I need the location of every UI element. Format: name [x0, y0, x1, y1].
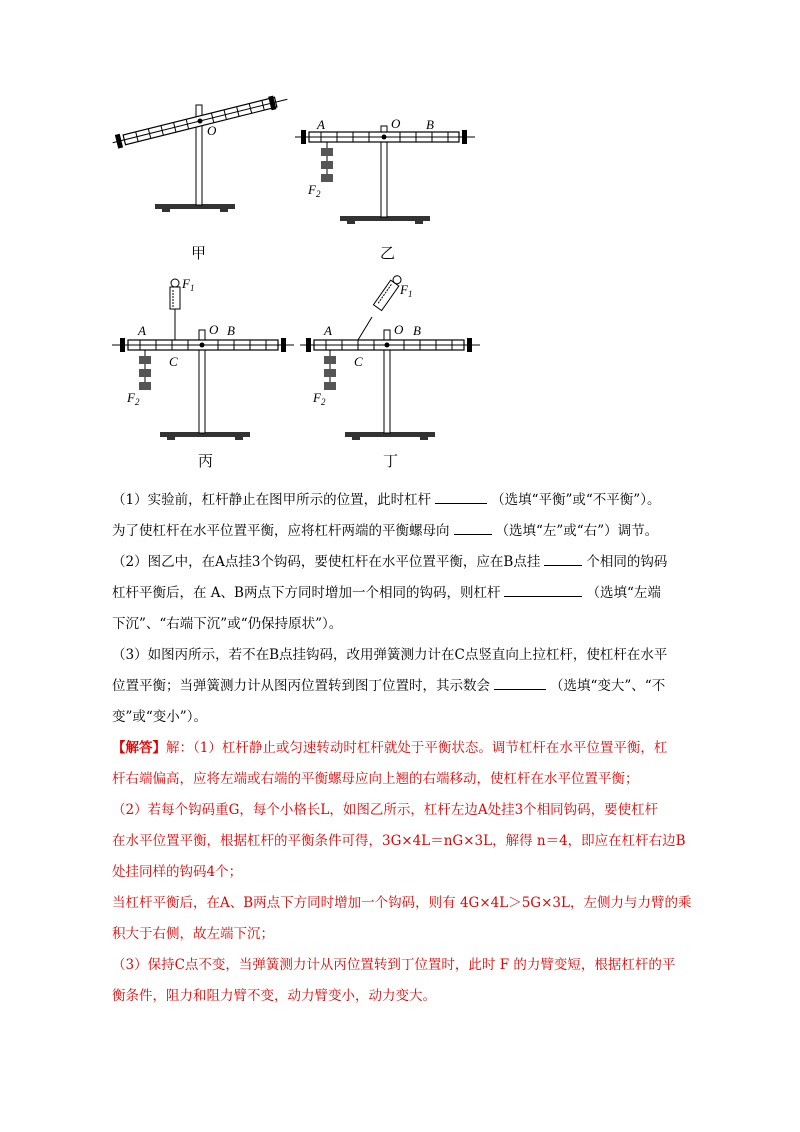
figure-bing	[110, 272, 300, 447]
answer-3-line-1	[112, 952, 712, 978]
answer-2-text-c: 处挂同样的钩码4个；	[112, 864, 243, 880]
caption-bing: 丙	[198, 452, 214, 470]
q1-blank-2[interactable]	[454, 520, 492, 535]
answer-2-line-3	[112, 859, 712, 885]
answer-1-line-2	[112, 766, 712, 792]
q1-text-c: 为了使杠杆在水平位置平衡，应将杠杆两端的平衡螺母向	[112, 523, 450, 539]
bing-b-label: B	[227, 323, 235, 338]
figure-jia	[110, 85, 290, 220]
caption-yi: 乙	[380, 244, 396, 262]
figure-ding-drawing	[300, 272, 490, 447]
answer-2-line-1	[112, 797, 712, 823]
answer-2-line-5	[112, 921, 712, 947]
q3-blank-1[interactable]	[494, 675, 546, 690]
q3-text-c: （选填“变大”、“不	[550, 678, 666, 694]
bing-c-label: C	[169, 354, 178, 369]
answer-1-line-1	[112, 735, 712, 761]
q3-text-b: 位置平衡；当弹簧测力计从图丙位置转到图丁位置时，其示数会	[112, 678, 490, 694]
question-1-line-1	[112, 487, 712, 513]
figure-jia-drawing	[110, 85, 290, 220]
q2-blank-2[interactable]	[504, 582, 582, 597]
q2-blank-1[interactable]	[544, 551, 582, 566]
question-2-line-3	[112, 611, 712, 637]
figure-yi-drawing	[295, 112, 480, 232]
answer-1-text-b: 杆右端偏高，应将左端或右端的平衡螺母应向上翘的右端移动，使杠杆在水平位置平衡；	[112, 771, 639, 787]
yi-o-label: O	[391, 116, 401, 131]
answer-2-text-d: 当杠杆平衡后，在A、B两点下方同时增加一个钩码，则有 4G×4L＞5G×3L，左侧力与力臂的乘	[112, 895, 692, 911]
caption-ding: 丁	[383, 452, 399, 470]
bing-a-label: A	[138, 323, 146, 338]
ding-a-label: A	[324, 323, 332, 338]
caption-jia: 甲	[191, 244, 207, 262]
yi-f2-label: F	[308, 182, 316, 197]
answer-tag: 【解答】	[112, 740, 166, 756]
bing-o-label: O	[209, 322, 219, 337]
answer-3-line-2	[112, 983, 712, 1009]
figure-ding	[300, 272, 490, 447]
answer-3-text-a: （3）保持C点不变，当弹簧测力计从丙位置转到丁位置时，此时 F 的力臂变短，根据杠杆的平	[112, 957, 676, 973]
answer-3-text-b: 衡条件，阻力和阻力臂不变，动力臂变小，动力变大。	[112, 988, 436, 1004]
answer-1-text-a: 解：（1）杠杆静止或匀速转动时杠杆就处于平衡状态。调节杠杆在水平位置平衡，杠	[166, 740, 668, 756]
ding-f2-sub: 2	[321, 397, 326, 407]
q3-text-d: 变”或“变小”）。	[112, 709, 207, 725]
yi-b-label: B	[426, 117, 434, 132]
q1-text-d: （选填“左”或“右”）调节。	[495, 523, 659, 539]
q3-text-a: （3）如图丙所示，若不在B点挂钩码，改用弹簧测力计在C点竖直向上拉杠杆，使杠杆在水平	[112, 647, 668, 663]
ding-f1-label: F	[400, 282, 408, 297]
answer-2-text-e: 积大于右侧，故左端下沉；	[112, 926, 274, 942]
answer-2-text-b: 在水平位置平衡，根据杠杆的平衡条件可得，3G×4L＝nG×3L，解得 n＝4，即应在杠杆右边B	[112, 833, 686, 849]
answer-2-line-4	[112, 890, 712, 916]
answer-2-line-2	[112, 828, 712, 854]
ding-f2-label: F	[313, 390, 321, 405]
yi-f2-sub: 2	[316, 189, 321, 199]
q2-text-a: （2）图乙中，在A点挂3个钩码，要使杠杆在水平位置平衡，应在B点挂	[112, 554, 541, 570]
question-1-line-2	[112, 518, 712, 544]
ding-c-label: C	[354, 354, 363, 369]
jia-o-label: O	[207, 123, 217, 138]
bing-f1-label: F	[182, 276, 190, 291]
figure-yi	[295, 112, 480, 232]
question-3-line-2	[112, 673, 712, 699]
question-3-line-3	[112, 704, 712, 730]
q2-text-b: 个相同的钩码	[586, 554, 668, 570]
question-2-line-1	[112, 549, 712, 575]
question-2-line-2	[112, 580, 712, 606]
answer-2-text-a: （2）若每个钩码重G，每个小格长L，如图乙所示，杠杆左边A处挂3个相同钩码，要使杠杆	[112, 802, 659, 818]
ding-o-label: O	[394, 322, 404, 337]
yi-a-label: A	[317, 117, 325, 132]
q2-text-e: 下沉”、“右端下沉”或“仍保持原状”）。	[112, 616, 343, 632]
q2-text-d: （选填“左端	[586, 585, 661, 601]
ding-f1-sub: 1	[408, 289, 413, 299]
q1-text-a: （1）实验前，杠杆静止在图甲所示的位置，此时杠杆	[112, 492, 432, 508]
bing-f2-label: F	[127, 390, 135, 405]
bing-f1-sub: 1	[190, 283, 195, 293]
q1-blank-1[interactable]	[435, 489, 487, 504]
ding-b-label: B	[413, 323, 421, 338]
figure-bing-drawing	[110, 272, 300, 447]
question-3-line-1	[112, 642, 712, 668]
bing-f2-sub: 2	[135, 397, 140, 407]
q1-text-b: （选填“平衡”或“不平衡”）。	[491, 492, 661, 508]
q2-text-c: 杠杆平衡后，在 A、B两点下方同时增加一个相同的钩码，则杠杆	[112, 585, 501, 601]
